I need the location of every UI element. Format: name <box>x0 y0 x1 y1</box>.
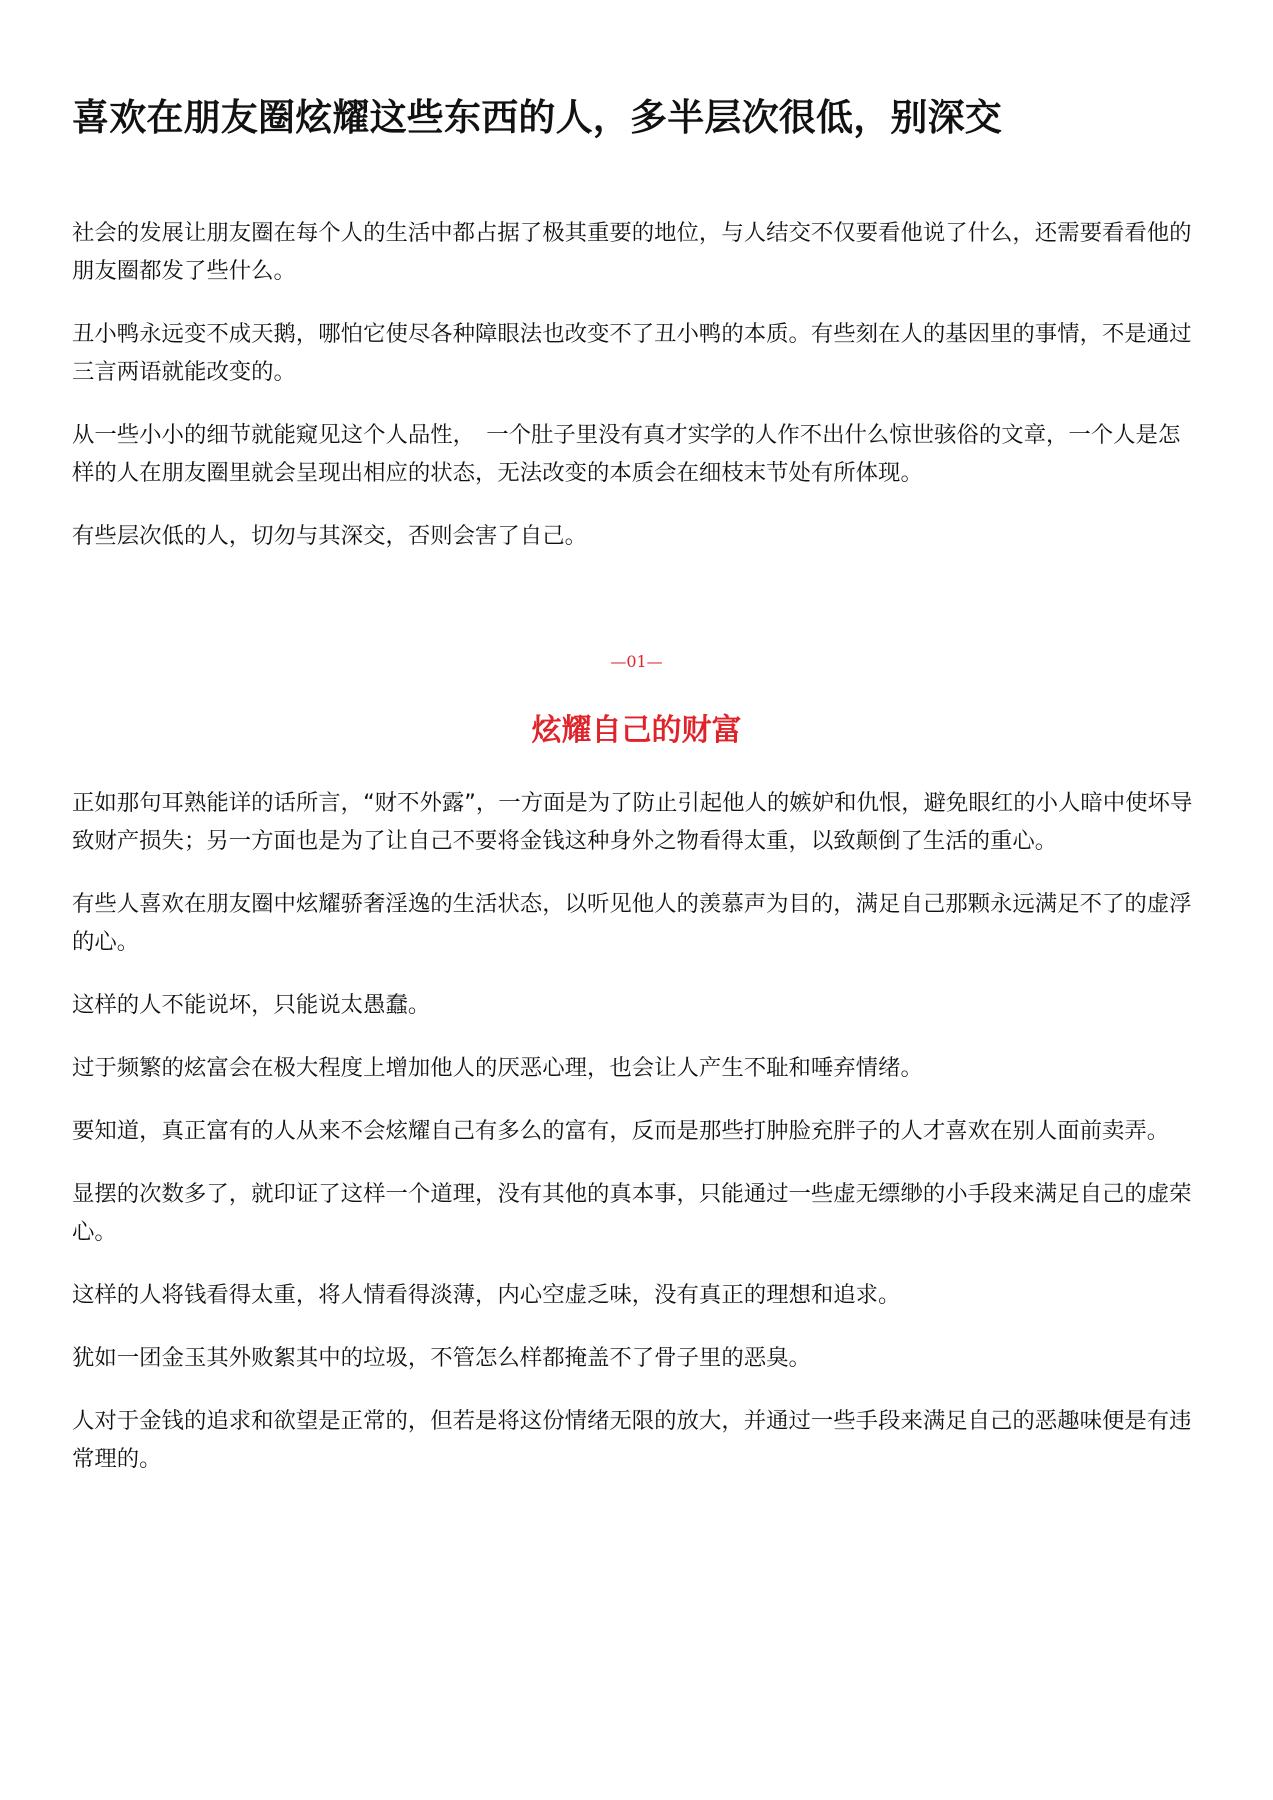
intro-paragraph: 有些层次低的人，切勿与其深交，否则会害了自己。 <box>72 523 587 549</box>
intro-paragraph: 社会的发展让朋友圈在每个人的生活中都占据了极其重要的地位，与人结交不仅要看他说了什么，还需要看看他的朋友圈都发了些什么。 <box>72 220 1192 284</box>
intro-section <box>72 214 1200 580</box>
intro-paragraph: 从一些小小的细节就能窥见这个人品性， 一个肚子里没有真才实学的人作不出什么惊世骇俗的文章，一个人是怎样的人在朋友圈里就会呈现出相应的状态，无法改变的本质会在细枝末节处有所体现。 <box>72 422 1181 486</box>
body-paragraph: 正如那句耳熟能详的话所言，“财不外露”，一方面是为了防止引起他人的嫉妒和仇恨，避免眼红的小人暗中使坏导致财产损失；另一方面也是为了让自己不要将金钱这种身外之物看得太重，以致颠倒了生活的重心。 <box>72 790 1193 854</box>
body-paragraph: 过于频繁的炫富会在极大程度上增加他人的厌恶心理，也会让人产生不耻和唾弃情绪。 <box>72 1055 923 1081</box>
body-paragraph: 这样的人将钱看得太重，将人情看得淡薄，内心空虚乏味，没有真正的理想和追求。 <box>72 1282 901 1308</box>
body-paragraph: 人对于金钱的追求和欲望是正常的，但若是将这份情绪无限的放大，并通过一些手段来满足自己的恶趣味便是有违常理的。 <box>72 1408 1192 1472</box>
body-paragraph: 要知道，真正富有的人从来不会炫耀自己有多么的富有，反而是那些打肿脸充胖子的人才喜欢在别人面前卖弄。 <box>72 1118 1170 1144</box>
section-number-marker: —01— <box>610 652 663 671</box>
body-paragraph: 犹如一团金玉其外败絮其中的垃圾，不管怎么样都掩盖不了骨子里的恶臭。 <box>72 1345 811 1371</box>
section-body <box>72 784 1200 1503</box>
article-title: 喜欢在朋友圈炫耀这些东西的人，多半层次很低，别深交 <box>72 96 1002 139</box>
body-paragraph: 有些人喜欢在朋友圈中炫耀骄奢淫逸的生活状态，以听见他人的羡慕声为目的，满足自己那颗永远满足不了的虚浮的心。 <box>72 891 1192 955</box>
body-paragraph: 这样的人不能说坏，只能说太愚蠢。 <box>72 992 431 1018</box>
intro-paragraph: 丑小鸭永远变不成天鹅，哪怕它使尽各种障眼法也改变不了丑小鸭的本质。有些刻在人的基因里的事情，不是通过三言两语就能改变的。 <box>72 321 1192 385</box>
body-paragraph: 显摆的次数多了，就印证了这样一个道理，没有其他的真本事，只能通过一些虚无缥缈的小手段来满足自己的虚荣心。 <box>72 1181 1192 1245</box>
section-heading: 炫耀自己的财富 <box>531 713 742 748</box>
